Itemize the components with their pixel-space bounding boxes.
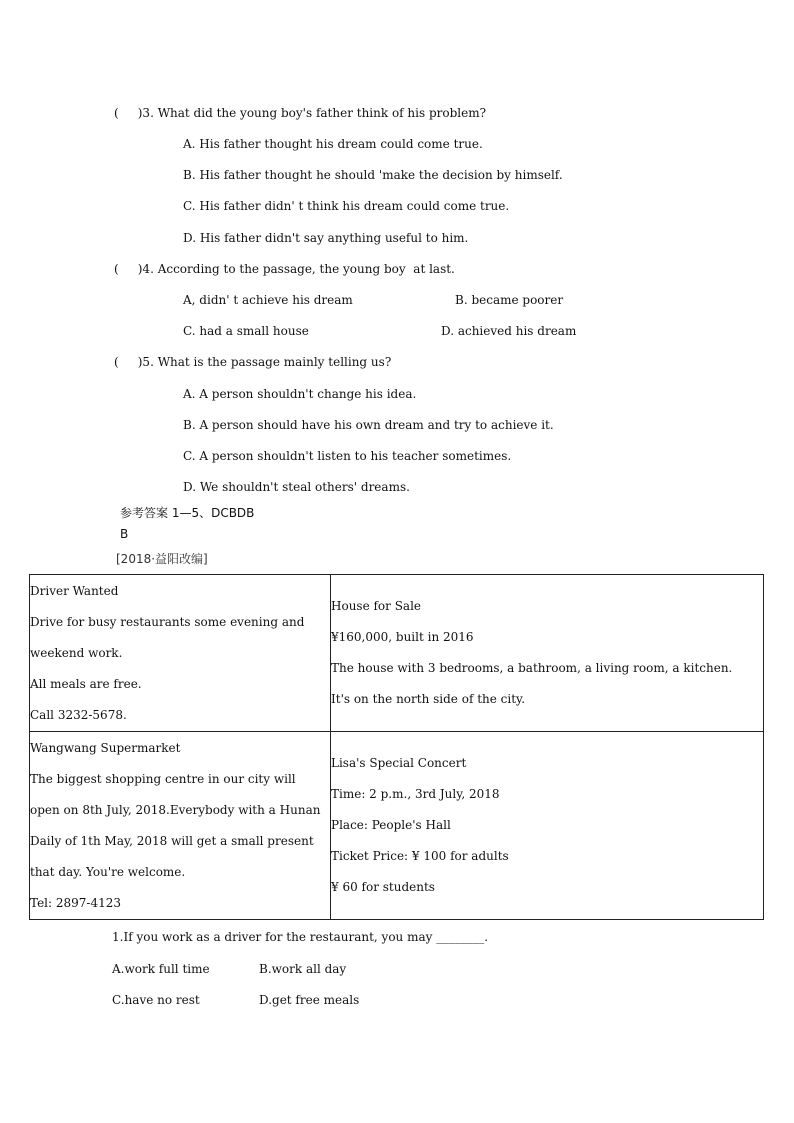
question-3-option-b: B. His father thought he should 'make the decision by himself. xyxy=(183,168,563,182)
house-ad-title: House for Sale xyxy=(331,599,422,613)
answer-extra: B xyxy=(120,527,129,541)
exercise-1-option-d: D.get free meals xyxy=(259,993,360,1007)
concert-ad-line: ¥ 60 for students xyxy=(331,880,435,894)
supermarket-ad-title: Wangwang Supermarket xyxy=(30,740,181,755)
question-5-option-b: B. A person should have his own dream and try to achieve it. xyxy=(183,418,554,432)
exercise-1-option-b: B.work all day xyxy=(259,962,347,976)
ads-table xyxy=(29,574,764,920)
concert-ad xyxy=(331,732,764,920)
question-5-option-a: A. A person shouldn't change his idea. xyxy=(183,387,417,401)
supermarket-ad-line: Tel: 2897-4123 xyxy=(30,895,122,910)
supermarket-ad-line: Daily of 1th May, 2018 will get a small present xyxy=(30,833,314,848)
question-3-option-c: C. His father didn' t think his dream could come true. xyxy=(183,199,510,213)
driver-ad-title: Driver Wanted xyxy=(30,583,119,598)
source-note: [2018·益阳改编] xyxy=(116,552,208,566)
house-ad xyxy=(331,575,764,732)
answer-key: 参考答案 1—5、DCBDB xyxy=(120,506,255,520)
driver-ad-line: weekend work. xyxy=(30,645,123,660)
concert-ad-title: Lisa's Special Concert xyxy=(331,756,467,770)
house-ad-line: ¥160,000, built in 2016 xyxy=(331,630,474,644)
supermarket-ad-line: open on 8th July, 2018.Everybody with a Hunan xyxy=(30,802,321,817)
supermarket-ad-line: The biggest shopping centre in our city will xyxy=(30,771,296,786)
question-4-option-c: C. had a small house xyxy=(183,324,309,338)
driver-ad-line: Drive for busy restaurants some evening and xyxy=(30,614,305,629)
exercise-1-option-c: C.have no rest xyxy=(112,993,200,1007)
supermarket-ad xyxy=(30,732,331,920)
concert-ad-line: Ticket Price: ¥ 100 for adults xyxy=(331,849,509,863)
house-ad-line: The house with 3 bedrooms, a bathroom, a living room, a kitchen. xyxy=(331,661,733,675)
house-ad-line: It's on the north side of the city. xyxy=(331,692,526,706)
question-5-stem: ( )5. What is the passage mainly telling us? xyxy=(114,355,392,369)
question-3-stem: ( )3. What did the young boy's father think of his problem? xyxy=(114,106,487,120)
question-5-option-c: C. A person shouldn't listen to his teacher sometimes. xyxy=(183,449,512,463)
question-4-option-a: A, didn' t achieve his dream xyxy=(183,293,353,307)
exercise-1-stem: 1.If you work as a driver for the restaurant, you may ________. xyxy=(112,930,489,944)
driver-ad-line: All meals are free. xyxy=(30,676,142,691)
question-3-option-d: D. His father didn't say anything useful to him. xyxy=(183,231,469,245)
question-5-option-d: D. We shouldn't steal others' dreams. xyxy=(183,480,410,494)
driver-ad xyxy=(30,575,331,732)
driver-ad-line: Call 3232-5678. xyxy=(30,707,127,722)
question-4-option-d: D. achieved his dream xyxy=(441,324,577,338)
concert-ad-line: Place: People's Hall xyxy=(331,818,451,832)
exercise-1-option-a: A.work full time xyxy=(112,962,210,976)
question-4-stem: ( )4. According to the passage, the young boy at last. xyxy=(114,262,455,276)
question-3-option-a: A. His father thought his dream could come true. xyxy=(183,137,483,151)
concert-ad-line: Time: 2 p.m., 3rd July, 2018 xyxy=(331,787,500,801)
question-4-option-b: B. became poorer xyxy=(455,293,564,307)
supermarket-ad-line: that day. You're welcome. xyxy=(30,864,186,879)
